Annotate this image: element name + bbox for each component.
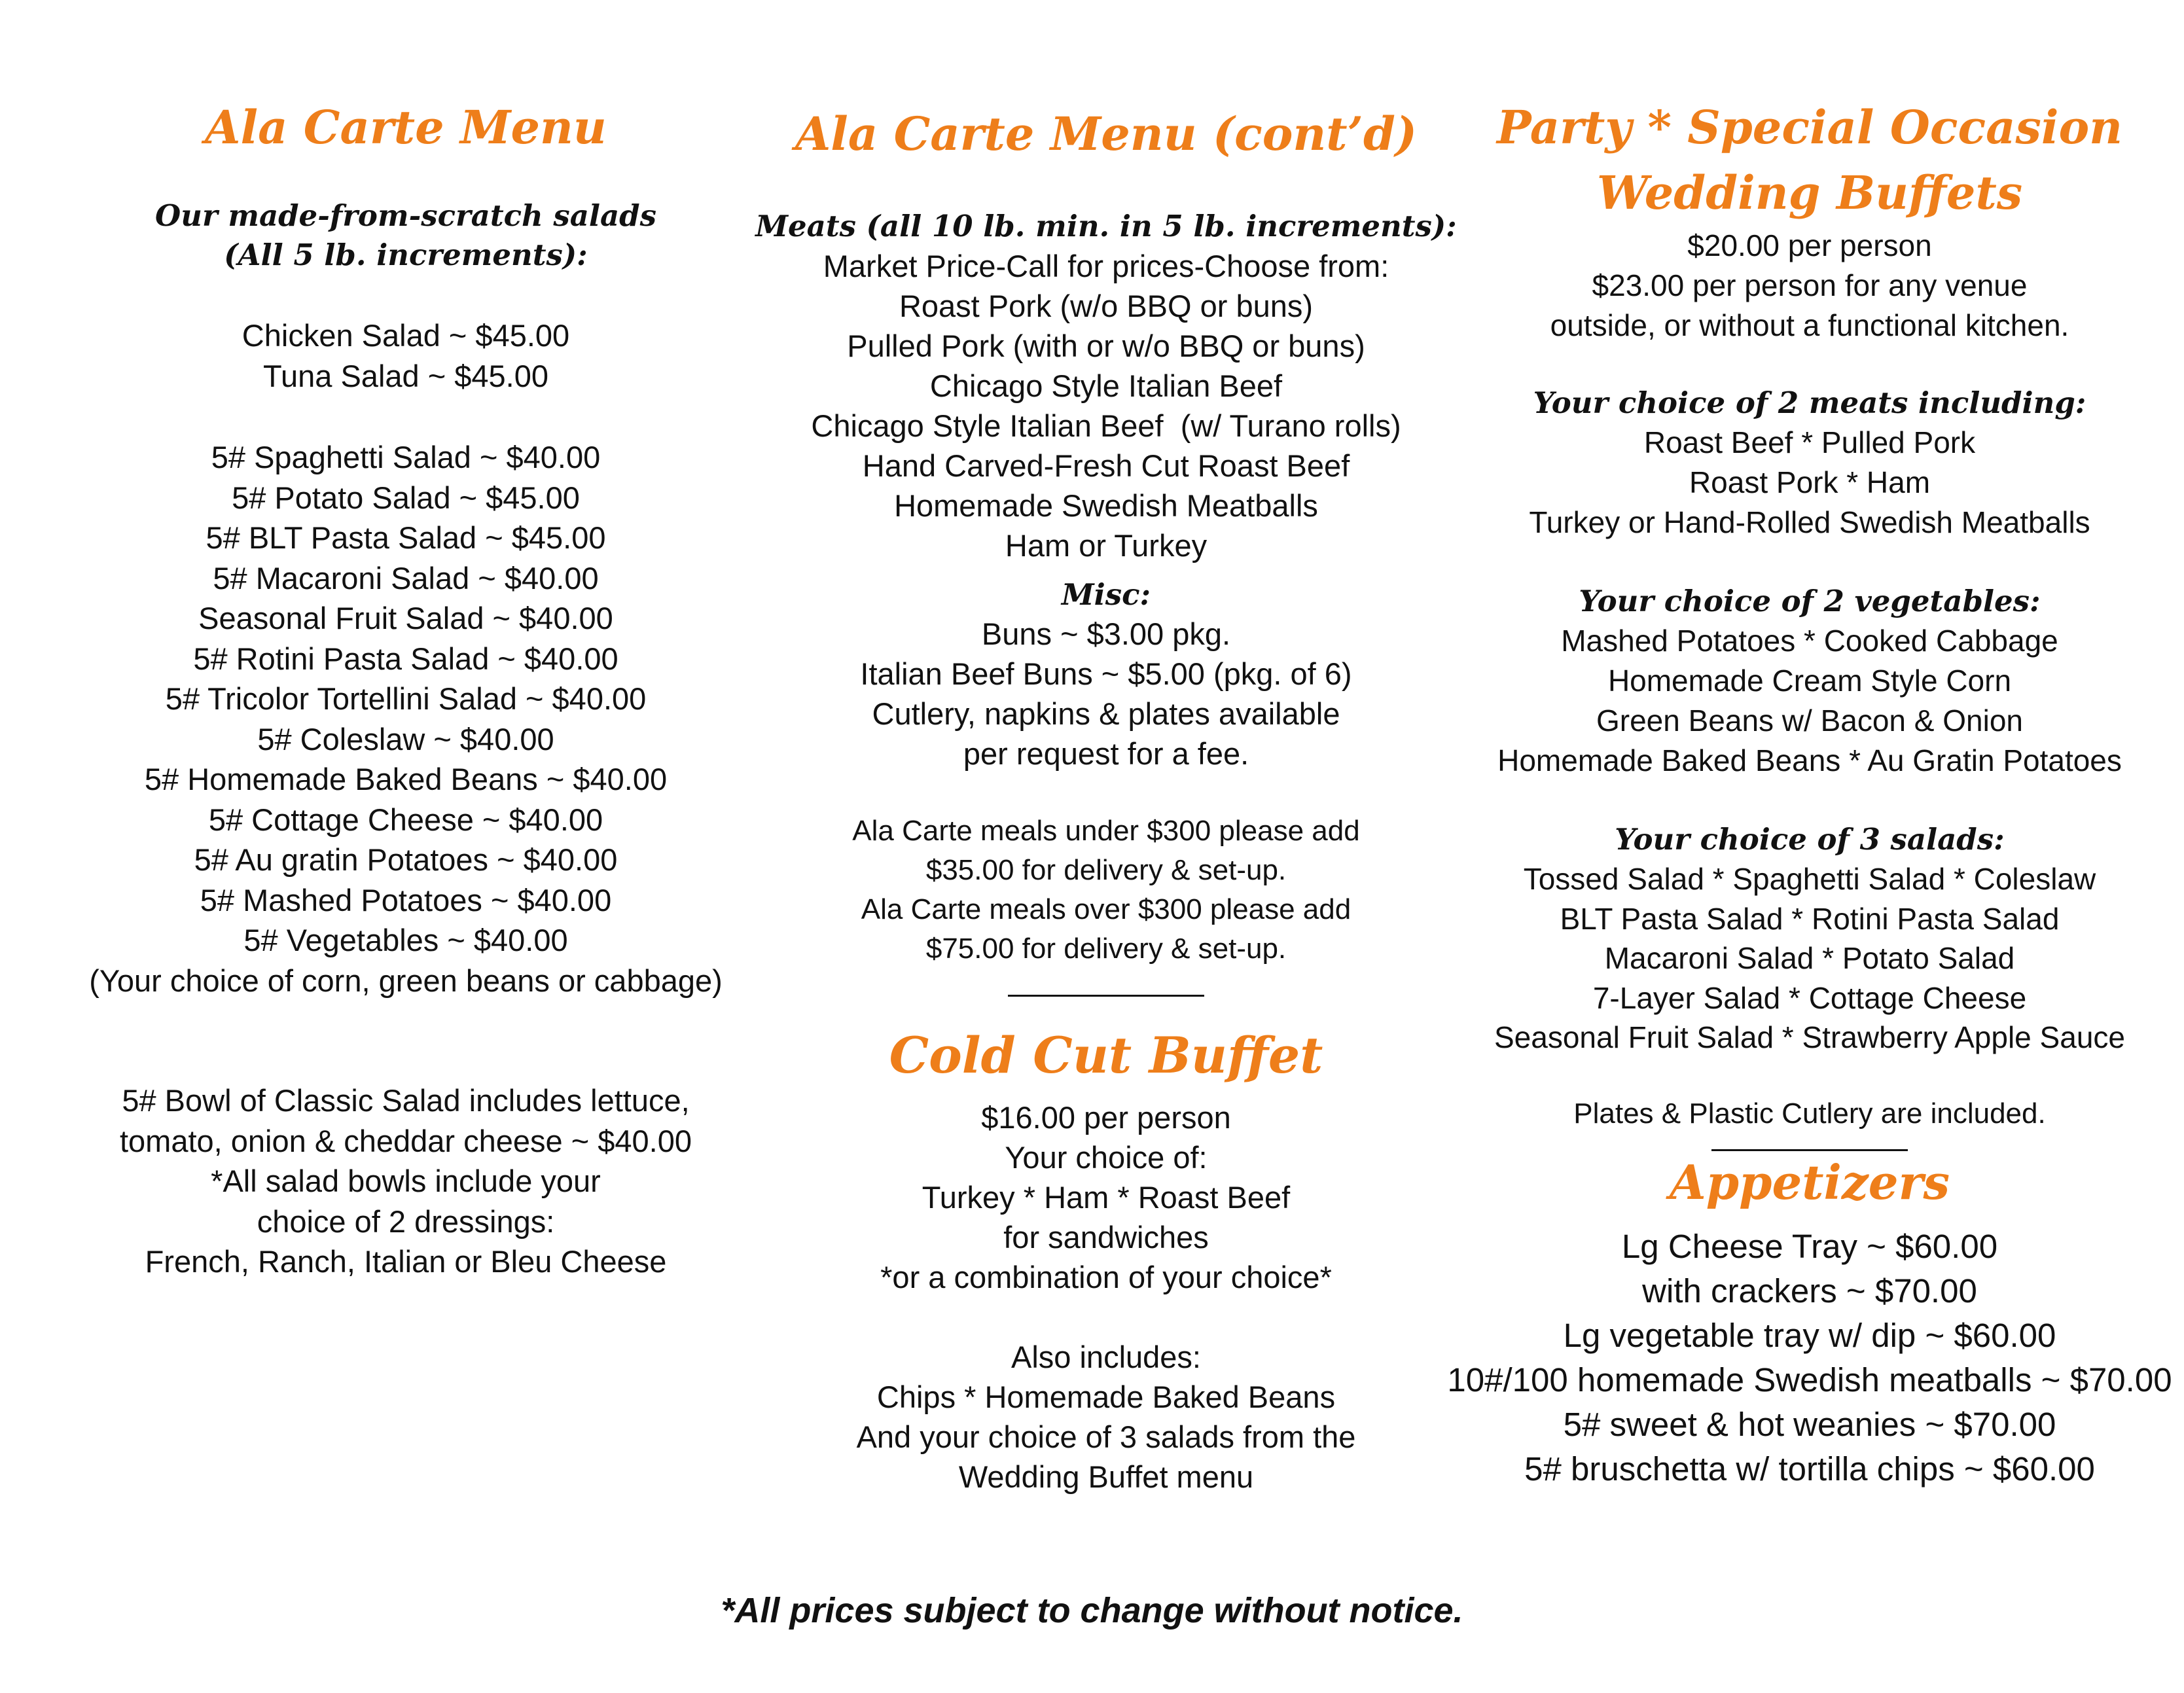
menu-line: Italian Beef Buns ~ $5.00 (pkg. of 6) <box>860 656 1352 691</box>
ala-carte-title: Ala Carte Menu <box>205 100 607 154</box>
buffet-prices <box>1446 226 2173 346</box>
menu-line: Chicken Salad ~ $45.00 <box>242 318 570 353</box>
menu-line: $23.00 per person for any venue <box>1592 268 2028 302</box>
menu-line: 7-Layer Salad * Cottage Cheese <box>1592 980 2027 1015</box>
appetizers-title: Appetizers <box>1669 1154 1950 1210</box>
menu-line: Cutlery, napkins & plates available <box>872 696 1340 731</box>
menu-line: Also includes: <box>1011 1340 1201 1374</box>
menu-line: 5# Cottage Cheese ~ $40.00 <box>208 802 603 837</box>
party-title-line1: Party * Special Occasion <box>1496 100 2123 154</box>
column-ala-carte-contd <box>746 105 1466 1497</box>
menu-line: outside, or without a functional kitchen. <box>1550 308 2069 342</box>
menu-line: 5# Tricolor Tortellini Salad ~ $40.00 <box>165 681 647 716</box>
menu-line: Pulled Pork (with or w/o BBQ or buns) <box>847 329 1365 363</box>
menu-line: 5# Potato Salad ~ $45.00 <box>232 480 580 515</box>
menu-line: $20.00 per person <box>1687 228 1932 262</box>
menu-line: Chicago Style Italian Beef <box>929 368 1283 403</box>
salad-group-1 <box>52 315 759 397</box>
cold-cut-includes <box>746 1337 1466 1497</box>
menu-line: $35.00 for delivery & set-up. <box>925 854 1287 886</box>
menu-line: Mashed Potatoes * Cooked Cabbage <box>1561 624 2058 658</box>
menu-line: Chicago Style Italian Beef (w/ Turano rolls) <box>811 408 1401 443</box>
delivery-note <box>746 811 1466 969</box>
menu-line: Turkey * Ham * Roast Beef <box>922 1180 1291 1215</box>
menu-line: for sandwiches <box>1003 1220 1209 1255</box>
menu-line: *All salad bowls include your <box>211 1164 601 1198</box>
salad-choice-list <box>1446 859 2173 1058</box>
menu-line: per request for a fee. <box>963 736 1249 771</box>
veg-choice-list <box>1446 621 2173 781</box>
menu-line: Macaroni Salad * Potato Salad <box>1604 941 2015 975</box>
appetizers-list <box>1446 1224 2173 1491</box>
menu-line: Ala Carte meals under $300 please add <box>852 815 1360 847</box>
menu-line: 5# bruschetta w/ tortilla chips ~ $60.00 <box>1524 1450 2095 1488</box>
menu-line: 5# Spaghetti Salad ~ $40.00 <box>211 440 601 474</box>
menu-line: Wedding Buffet menu <box>958 1459 1254 1494</box>
menu-line: 5# BLT Pasta Salad ~ $45.00 <box>206 520 606 555</box>
party-title-line2: Wedding Buffets <box>1596 166 2023 220</box>
menu-line: $16.00 per person <box>981 1100 1231 1135</box>
salad-choice-heading: Your choice of 3 salads: <box>1615 822 2005 857</box>
menu-line: Ham or Turkey <box>1005 528 1208 563</box>
menu-line: Market Price-Call for prices-Choose from: <box>823 249 1389 283</box>
misc-heading: Misc: <box>1061 577 1151 612</box>
meats-choice-list <box>1446 423 2173 543</box>
menu-line: (Your choice of corn, green beans or cabbage) <box>89 963 723 998</box>
menu-line: Chips * Homemade Baked Beans <box>876 1380 1336 1414</box>
menu-line: Homemade Swedish Meatballs <box>894 488 1318 523</box>
menu-line: $75.00 for delivery & set-up. <box>925 933 1287 965</box>
misc-list <box>746 614 1466 774</box>
ala-carte-contd-title: Ala Carte Menu (cont’d) <box>795 107 1418 161</box>
menu-line: *or a combination of your choice* <box>880 1260 1332 1294</box>
menu-line: Roast Pork * Ham <box>1689 465 1931 499</box>
salads-increment-note: (All 5 lb. increments): <box>224 238 588 272</box>
menu-line: 5# Rotini Pasta Salad ~ $40.00 <box>193 641 618 676</box>
menu-line: Lg vegetable tray w/ dip ~ $60.00 <box>1563 1316 2056 1354</box>
menu-line: Tossed Salad * Spaghetti Salad * Coleslaw <box>1523 862 2096 896</box>
column-wedding-buffets <box>1446 95 2173 1491</box>
menu-line: 5# Mashed Potatoes ~ $40.00 <box>200 882 612 918</box>
veg-choice-heading: Your choice of 2 vegetables: <box>1579 584 2041 618</box>
menu-line: Seasonal Fruit Salad * Strawberry Apple Sauce <box>1494 1020 2125 1054</box>
classic-salad-info <box>52 1080 759 1282</box>
menu-line: Lg Cheese Tray ~ $60.00 <box>1621 1227 1998 1265</box>
salads-subheading: Our made-from-scratch salads <box>155 198 656 233</box>
meats-heading: Meats (all 10 lb. min. in 5 lb. increments): <box>755 209 1457 243</box>
menu-line: tomato, onion & cheddar cheese ~ $40.00 <box>119 1123 692 1158</box>
menu-line: 5# Au gratin Potatoes ~ $40.00 <box>194 842 618 877</box>
menu-line: choice of 2 dressings: <box>257 1203 555 1239</box>
menu-line: Roast Beef * Pulled Pork <box>1643 425 1976 459</box>
menu-line: Seasonal Fruit Salad ~ $40.00 <box>198 601 613 635</box>
cold-cut-details <box>746 1097 1466 1297</box>
meats-list <box>746 246 1466 565</box>
menu-line: French, Ranch, Italian or Bleu Cheese <box>145 1244 667 1279</box>
menu-line: BLT Pasta Salad * Rotini Pasta Salad <box>1560 901 2060 936</box>
menu-line: Homemade Baked Beans * Au Gratin Potatoes <box>1497 743 2122 777</box>
column-ala-carte <box>52 98 759 1282</box>
menu-line: with crackers ~ $70.00 <box>1642 1272 1977 1310</box>
menu-line: 5# Homemade Baked Beans ~ $40.00 <box>144 762 668 796</box>
cold-cut-buffet-title: Cold Cut Buffet <box>889 1026 1323 1084</box>
menu-line: Green Beans w/ Bacon & Onion <box>1596 704 2024 738</box>
salad-group-2 <box>52 437 759 1001</box>
menu-line: 5# Vegetables ~ $40.00 <box>243 923 568 957</box>
menu-line: 10#/100 homemade Swedish meatballs ~ $70.00 <box>1447 1361 2172 1399</box>
menu-line: Ala Carte meals over $300 please add <box>861 893 1352 925</box>
menu-line: Hand Carved-Fresh Cut Roast Beef <box>862 448 1350 483</box>
menu-line: Tuna Salad ~ $45.00 <box>263 359 548 393</box>
menu-line: Turkey or Hand-Rolled Swedish Meatballs <box>1529 505 2090 539</box>
plates-note: Plates & Plastic Cutlery are included. <box>1573 1097 2046 1130</box>
meats-choice-heading: Your choice of 2 meats including: <box>1533 385 2086 420</box>
menu-line: And your choice of 3 salads from the <box>856 1419 1356 1454</box>
menu-line: 5# Coleslaw ~ $40.00 <box>257 721 554 757</box>
price-disclaimer: *All prices subject to change without notice. <box>721 1591 1463 1630</box>
menu-line: Your choice of: <box>1005 1140 1208 1175</box>
menu-line: Roast Pork (w/o BBQ or buns) <box>899 289 1314 323</box>
menu-line: Buns ~ $3.00 pkg. <box>981 616 1231 651</box>
menu-line: 5# Macaroni Salad ~ $40.00 <box>213 560 599 596</box>
menu-line: Homemade Cream Style Corn <box>1607 664 2012 698</box>
menu-line: 5# Bowl of Classic Salad includes lettuce, <box>122 1083 690 1118</box>
menu-line: 5# sweet & hot weanies ~ $70.00 <box>1563 1405 2056 1443</box>
